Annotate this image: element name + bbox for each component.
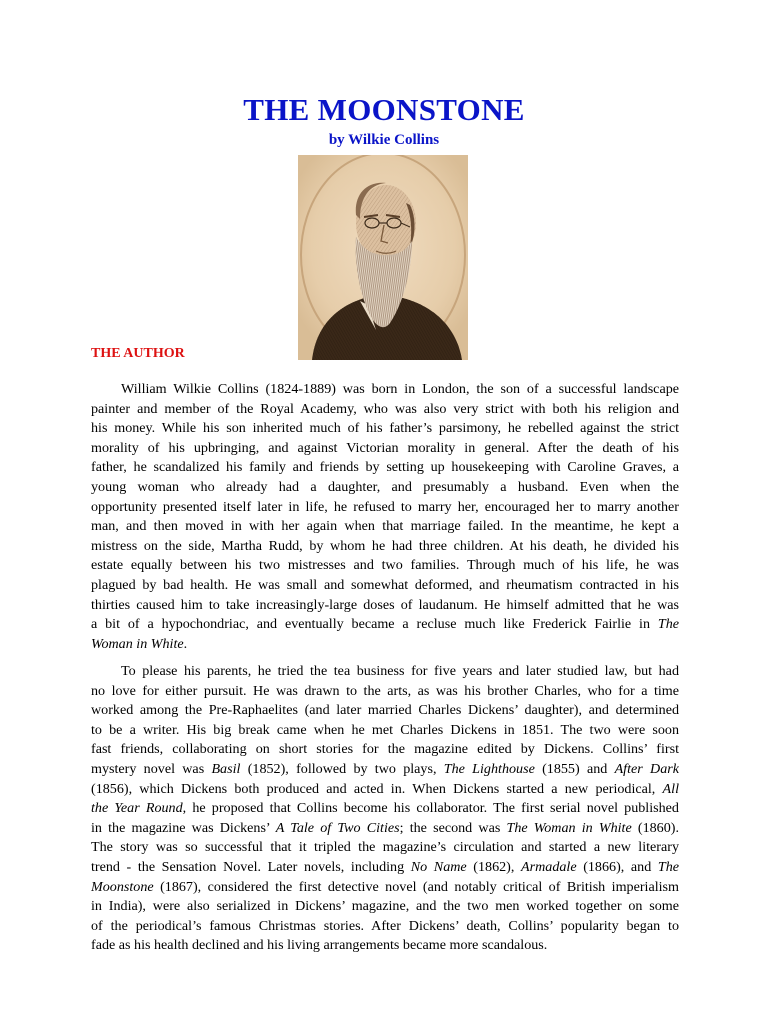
text-line	[91, 740, 679, 760]
italic-title: Armadale	[521, 858, 577, 875]
text-run: mistress on the side, Martha Rudd, by whom he had three children. At his death, he divided his	[91, 537, 679, 554]
text-run: fast friends, collaborating on short stories for the magazine edited by Dickens. Collins’ first	[91, 741, 679, 758]
text-line	[91, 537, 679, 557]
italic-title: All	[662, 780, 679, 797]
text-line	[91, 799, 679, 819]
text-line	[91, 478, 679, 498]
text-run: opportunity presented itself later in life, he refused to marry her, encouraged her to marry another	[91, 498, 679, 515]
text-line	[91, 838, 679, 858]
italic-title: After Dark	[614, 760, 679, 777]
text-run: in India), were also serialized in Dickens’ magazine, and the two men worked together on some	[91, 898, 679, 915]
text-run: young woman who already had a daughter, and presumably a husband. Even when the	[91, 478, 679, 495]
text-run: trend - the Sensation Novel. Later novels, including	[91, 858, 411, 875]
text-run: (1862),	[466, 858, 521, 875]
text-run: plagued by bad health. He was small and somewhat deformed, and rheumatism contracted in his	[91, 576, 679, 593]
text-line	[91, 917, 679, 937]
text-line	[91, 596, 679, 616]
italic-title: Woman in White	[91, 635, 184, 652]
text-run: estate equally between his two mistresses and two families. Through much of his life, he was	[91, 557, 679, 574]
italic-title: the Year Round	[91, 800, 183, 817]
text-run: his money. While his son inherited much of his father’s parsimony, he rebelled against the strict	[91, 420, 679, 437]
document-title: THE MOONSTONE	[243, 92, 525, 127]
text-run: fade as his health declined and his living arrangements became more scandalous.	[91, 937, 548, 954]
text-line	[91, 615, 679, 635]
text-line	[91, 936, 679, 956]
paragraph-author-career	[91, 662, 679, 956]
text-run: (1852), followed by two plays,	[240, 760, 444, 777]
text-run: no love for either pursuit. He was drawn to the arts, as was his brother Charles, who for a time	[91, 682, 679, 699]
italic-title: The Woman in White	[506, 819, 632, 836]
text-line	[91, 439, 679, 459]
text-run: ; the second was	[399, 819, 507, 836]
italic-title: A Tale of Two Cities	[275, 819, 400, 836]
text-line	[91, 682, 679, 702]
paragraph-author-life	[91, 380, 679, 654]
text-line	[91, 780, 679, 800]
text-run: (1860).	[631, 819, 679, 836]
italic-title: The	[657, 616, 679, 633]
text-line	[91, 576, 679, 596]
text-run: in the magazine was Dickens’	[91, 819, 276, 836]
text-run: to be a writer. His big break came when he met Charles Dickens in 1851. The two were soon	[91, 721, 679, 738]
text-run: William Wilkie Collins (1824-1889) was born in London, the son of a successful landscape	[121, 381, 679, 397]
text-run: (1856), which Dickens both produced and acted in. When Dickens started a new periodical,	[91, 780, 663, 797]
document-byline: by Wilkie Collins	[328, 132, 440, 148]
text-line	[91, 517, 679, 537]
text-run: The story was so successful that it tripled the magazine’s circulation and started a new literary	[91, 839, 679, 856]
text-run: (1866), and	[576, 858, 658, 875]
text-line	[91, 458, 679, 478]
author-portrait	[298, 155, 468, 360]
text-line	[91, 498, 679, 518]
text-line	[91, 662, 679, 682]
text-line	[91, 556, 679, 576]
italic-title: The Lighthouse	[443, 760, 535, 777]
text-run: (1867), considered the first detective novel (and notably critical of British imperialism	[153, 878, 679, 895]
text-line	[91, 400, 679, 420]
text-line	[91, 419, 679, 439]
text-line	[91, 878, 679, 898]
italic-title: Basil	[211, 760, 241, 777]
text-line	[91, 701, 679, 721]
text-run: .	[183, 635, 188, 652]
text-line	[91, 858, 679, 878]
text-line	[91, 721, 679, 741]
section-heading-the-author: THE AUTHOR	[91, 346, 185, 361]
text-run: thirties caused him to take increasingly-large doses of laudanum. He himself admitted that he was	[91, 596, 679, 613]
text-run: worked among the Pre-Raphaelites (and later married Charles Dickens’ daughter), and determined	[91, 702, 679, 719]
text-line	[91, 760, 679, 780]
text-run: To please his parents, he tried the tea business for five years and later studied law, but had	[121, 663, 679, 679]
italic-title: No Name	[410, 858, 467, 875]
text-run: father, he scandalized his family and friends by setting up housekeeping with Caroline Graves, a	[91, 459, 679, 476]
text-line	[91, 380, 679, 400]
text-run: painter and member of the Royal Academy, who was also very strict with both his religion and	[91, 400, 679, 417]
engraved-portrait-icon	[298, 155, 468, 360]
text-run: (1855) and	[534, 760, 615, 777]
text-run: man, and then moved in with her again when that marriage failed. In the meantime, he kept a	[91, 518, 679, 535]
text-line	[91, 819, 679, 839]
italic-title: The	[657, 858, 679, 875]
text-run: a bit of a hypochondriac, and eventually became a recluse much like Frederick Fairlie in	[91, 616, 658, 633]
text-run: , he proposed that Collins become his collaborator. The first serial novel published	[182, 800, 679, 817]
text-run: of the periodical’s famous Christmas stories. After Dickens’ death, Collins’ popularity began to	[91, 917, 679, 934]
text-line	[91, 897, 679, 917]
text-line	[91, 635, 679, 655]
text-run: mystery novel was	[91, 760, 212, 777]
text-run: morality of his upbringing, and against Victorian morality in general. After the death of his	[91, 439, 679, 456]
italic-title: Moonstone	[91, 878, 154, 895]
